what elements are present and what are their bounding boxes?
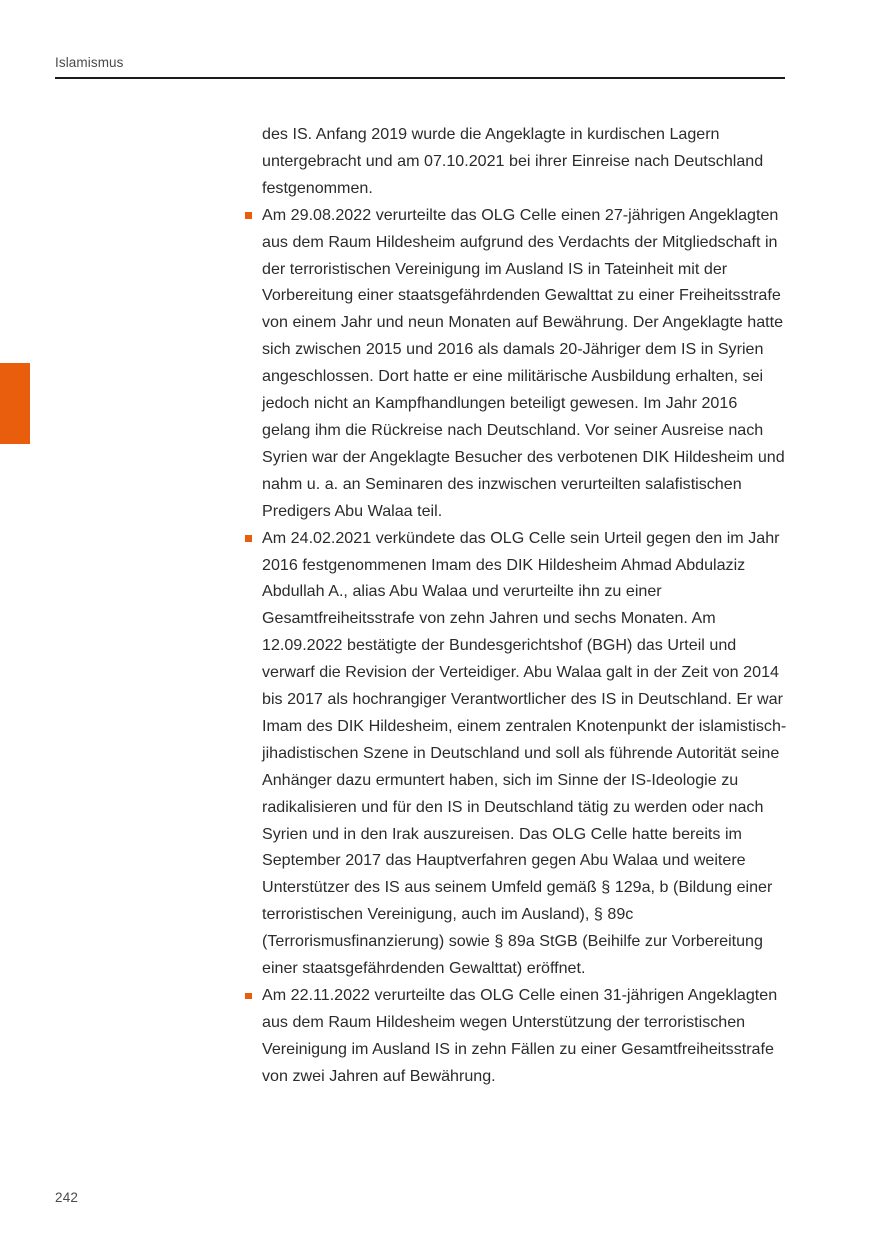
paragraph-continuation (245, 121, 790, 202)
list-item (245, 982, 790, 1090)
list-item (245, 202, 790, 525)
square-bullet-icon (245, 993, 252, 1000)
list-item-text: Am 24.02.2021 verkündete das OLG Celle sein Urteil gegen den im Jahr 2016 festgenommenen Imam des DIK Hildesheim Ahmad Abdulaziz Abdullah A., alias Abu Walaa und verurteilte ihn zu einer Gesamtfreiheitsstrafe von zehn Jahren und sechs Monaten. Am 12.09.2022 bestätigte der Bundesgerichtshof (BGH) das Urteil und verwarf die Revision der Verteidiger. Abu Walaa galt in der Zeit von 2014 bis 2017 als hochrangiger Verantwortlicher des IS in Deutschland. Er war Imam des DIK Hildesheim, einem zentralen Knotenpunkt der islamistisch-jihadistischen Szene in Deutschland und soll als führende Autorität seine Anhänger dazu ermuntert haben, sich im Sinne der IS-Ideologie zu radikalisieren und für den IS in Deutschland tätig zu werden oder nach Syrien und in den Irak auszureisen. Das OLG Celle hatte bereits im September 2017 das Hauptverfahren gegen Abu Walaa und weitere Unterstützer des IS aus seinem Umfeld gemäß § 129a, b (Bildung einer terroristischen Vereinigung, auch im Ausland), § 89c (Terrorismusfinanzierung) sowie § 89a StGB (Beihilfe zur Vorbereitung einer staatsgefährdenden Gewalttat) eröffnet. (262, 528, 787, 978)
square-bullet-icon (245, 535, 252, 542)
running-header-section-title: Islamismus (55, 55, 124, 70)
list-item-text: Am 22.11.2022 verurteilte das OLG Celle einen 31-jährigen Angeklagten aus dem Raum Hildesheim wegen Unterstützung der terroristischen Vereinigung im Ausland IS in zehn Fällen zu einer Gesamtfreiheitsstrafe von zwei Jahren auf Bewährung. (262, 986, 778, 1085)
list-item (245, 525, 790, 982)
page-footer (55, 1189, 78, 1207)
section-color-tab (0, 363, 30, 444)
list-item-text: Am 29.08.2022 verurteilte das OLG Celle einen 27-jährigen Angeklagten aus dem Raum Hildesheim aufgrund des Verdachts der Mitgliedschaft in der terroristischen Vereinigung im Ausland IS in Tateinheit mit der Vorbereitung einer staatsgefährdenden Gewalttat zu einer Freiheitsstrafe von einem Jahr und neun Monaten auf Bewährung. Der Angeklagte hatte sich zwischen 2015 und 2016 als damals 20-Jähriger dem IS in Syrien angeschlossen. Dort hatte er eine militärische Ausbildung erhalten, sei jedoch nicht an Kampfhandlungen beteiligt gewesen. Im Jahr 2016 gelang ihm die Rückreise nach Deutschland. Vor seiner Ausreise nach Syrien war der Angeklagte Besucher des verbotenen DIK Hildesheim und nahm u. a. an Seminaren des inzwischen verurteilten salafistischen Predigers Abu Walaa teil. (262, 205, 785, 520)
running-header (55, 54, 785, 71)
page-number: 242 (55, 1190, 79, 1205)
paragraph-text: des IS. Anfang 2019 wurde die Angeklagte in kurdischen Lagern untergebracht und am 07.10.2021 bei ihrer Einreise nach Deutschland festgenommen. (262, 125, 764, 197)
square-bullet-icon (245, 212, 252, 219)
body-text-column (245, 121, 790, 1090)
header-rule-divider (55, 77, 785, 79)
